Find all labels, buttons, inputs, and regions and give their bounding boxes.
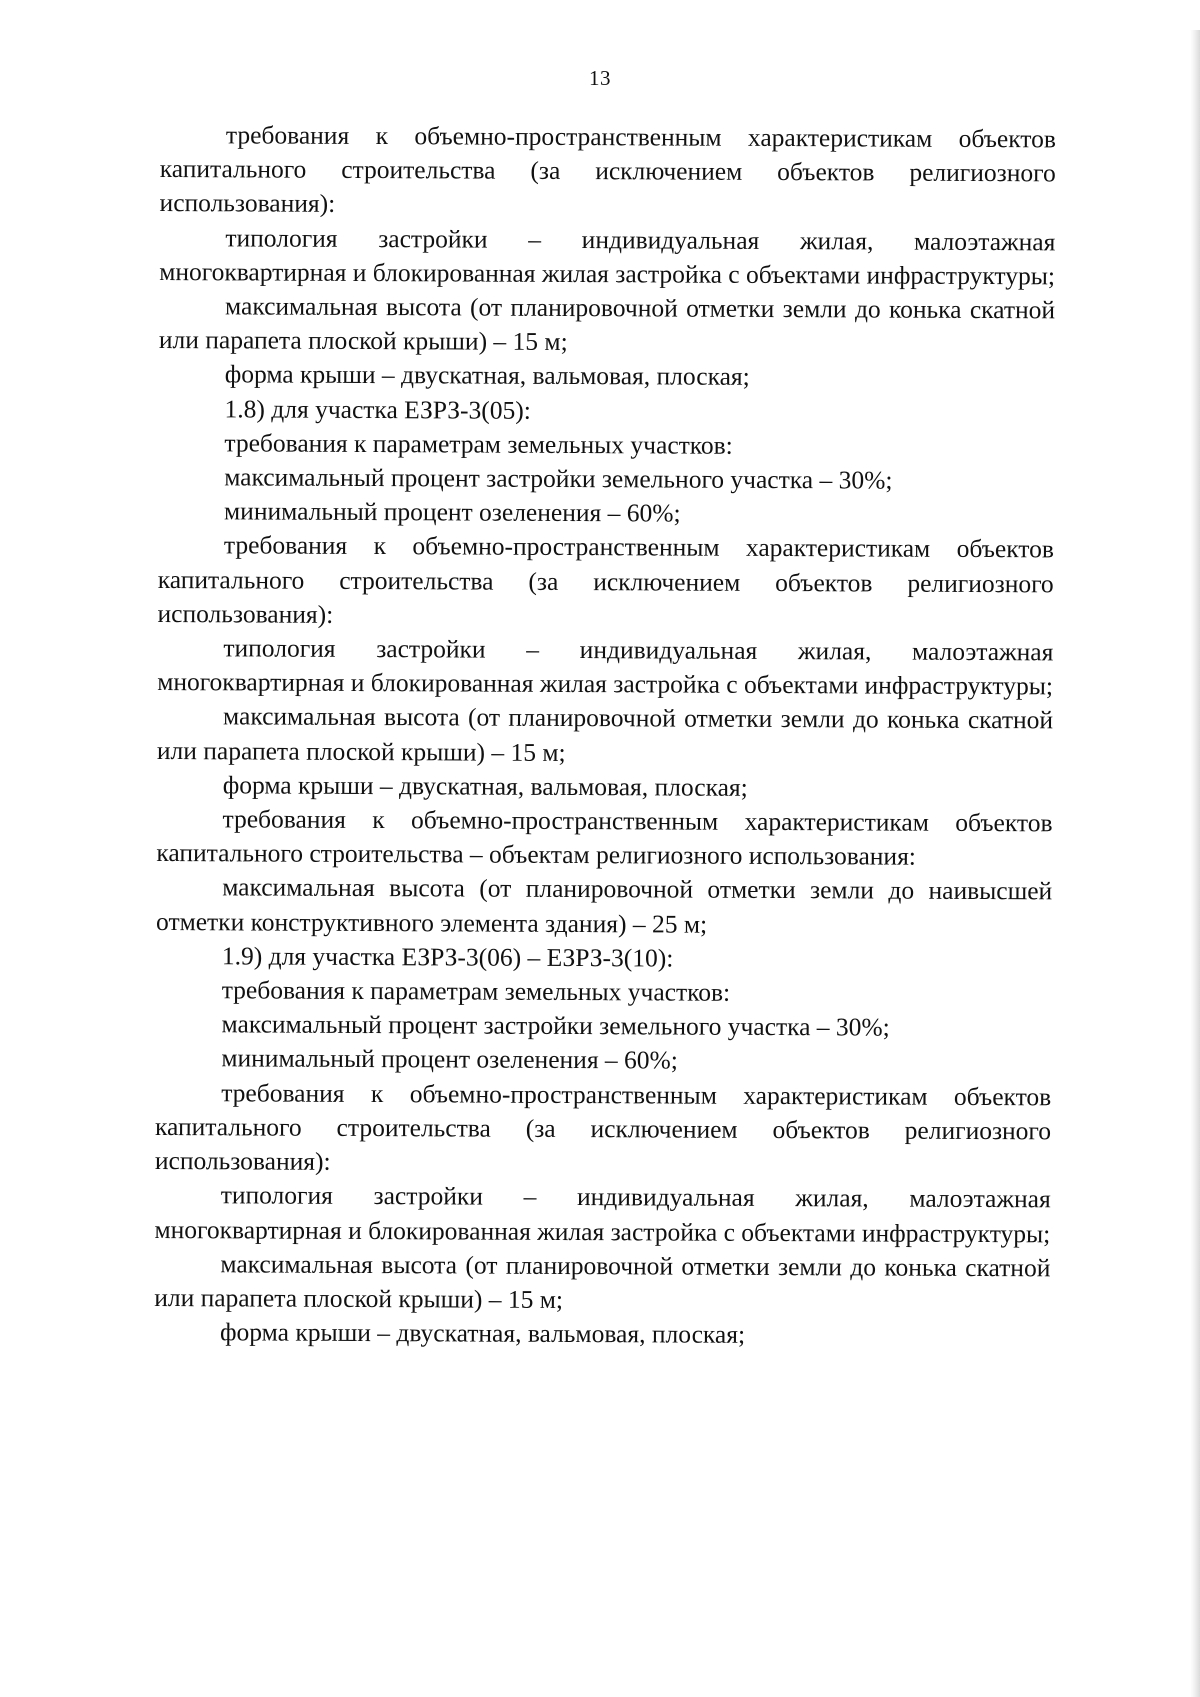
paragraph-roof-form: форма крыши – двускатная, вальмовая, плоская; <box>222 770 748 802</box>
paragraph-max-height: максимальная высота (от планировочной отметки земли до конька скатной или парапета плоской крыши) – 15 м; <box>154 1249 1051 1314</box>
paragraph-requirements-religious: требования к объемно-пространственным характеристикам объектов капитального строительства – объектам религиозного использования: <box>156 804 1053 871</box>
page-number: 13 <box>589 66 611 90</box>
paragraph-land-plot-requirements: требования к параметрам земельных участков: <box>224 428 733 460</box>
paragraph-min-green-percent: минимальный процент озеленения – 60%; <box>224 496 681 528</box>
paragraph-building-typology: типология застройки – индивидуальная жилая, малоэтажная многоквартирная и блокированная жилая застройка с объектами инфраструктуры; <box>157 633 1054 701</box>
paragraph-building-typology: типология застройки – индивидуальная жилая, малоэтажная многоквартирная и блокированная жилая застройка с объектами инфраструктуры; <box>154 1180 1051 1248</box>
paragraph-max-build-percent: максимальный процент застройки земельного участка – 30%; <box>224 462 893 495</box>
document-body <box>154 118 1056 1354</box>
paragraph-max-height: максимальная высота (от планировочной отметки земли до конька скатной или парапета плоской крыши) – 15 м; <box>156 701 1054 767</box>
paragraph-roof-form: форма крыши – двускатная, вальмовая, плоская; <box>224 359 750 392</box>
paragraph-requirements-volume: требования к объемно-пространственным характеристикам объектов капитального строительства (за исключением объектов религиозного использования): <box>159 120 1056 219</box>
scan-edge-shadow <box>1190 30 1200 1697</box>
paragraph-building-typology: типология застройки – индивидуальная жилая, малоэтажная многоквартирная и блокированная жилая застройка с объектами инфраструктуры; <box>159 222 1056 291</box>
paragraph-land-plot-requirements: требования к параметрам земельных участков: <box>221 975 731 1007</box>
paragraph-max-build-percent: максимальный процент застройки земельного участка – 30%; <box>221 1009 890 1042</box>
paragraph-max-height: максимальная высота (от планировочной отметки земли до конька скатной или парапета плоской крыши) – 15 м; <box>158 291 1056 357</box>
paragraph-roof-form: форма крыши – двускатная, вальмовая, плоская; <box>219 1317 746 1349</box>
paragraph-max-height-religious: максимальная высота (от планировочной отметки земли до наивысшей отметки конструктивного элемента здания) – 25 м; <box>156 872 1053 939</box>
paragraph-section-heading: 1.8) для участка ЕЗРЗ-3(05): <box>224 393 531 425</box>
paragraph-section-heading: 1.9) для участка ЕЗРЗ-3(06) – ЕЗРЗ-3(10): <box>221 941 674 973</box>
paragraph-min-green-percent: минимальный процент озеленения – 60%; <box>221 1043 678 1076</box>
paragraph-requirements-volume: требования к объемно-пространственным характеристикам объектов капитального строительства (за исключением объектов религиозного использования): <box>157 530 1054 629</box>
paragraph-requirements-volume: требования к объемно-пространственным характеристикам объектов капитального строительства (за исключением объектов религиозного использования): <box>154 1077 1052 1176</box>
